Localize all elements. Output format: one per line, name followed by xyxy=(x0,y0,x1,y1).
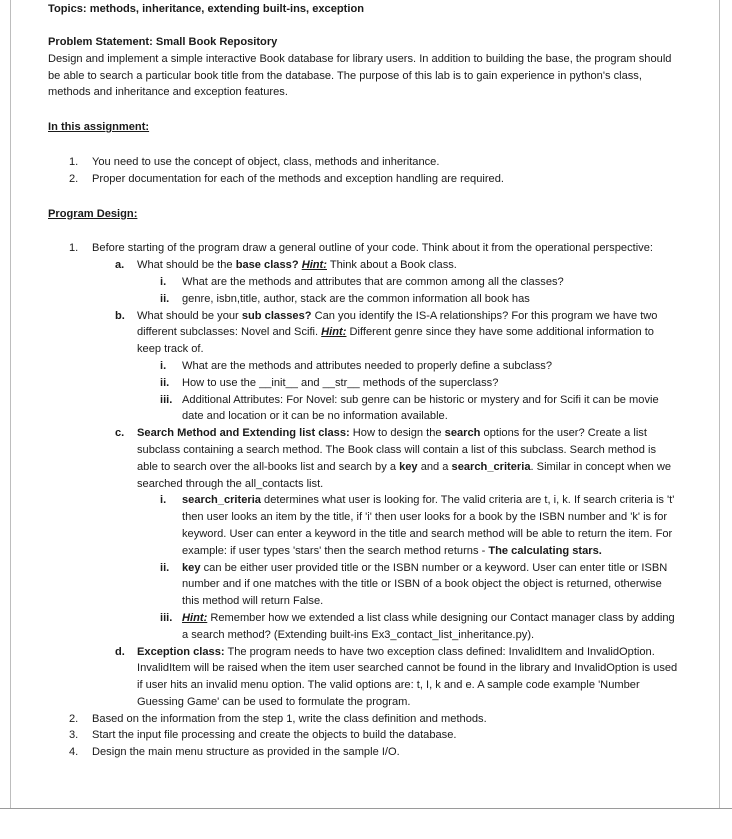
list-item: i. What are the methods and attributes that are common among all the classes? xyxy=(160,275,564,288)
list-item: iii. Additional Attributes: For Novel: sub genre can be historic or mystery and for Scifi it can be movie date and location or it can be no information available. xyxy=(160,393,659,423)
assignment-list xyxy=(48,154,678,188)
list-item: 1. You need to use the concept of object, class, methods and inheritance. xyxy=(69,155,440,168)
list-item: ii. How to use the __init__ and __str__ methods of the superclass? xyxy=(160,376,499,389)
problem-body: Design and implement a simple interactive Book database for library users. In addition to building the base, the program should be able to search a particular book title from the database. The purpose of this lab is to gain experience in python's class, methods and inheritance and exception features. xyxy=(48,52,672,99)
document-page xyxy=(48,0,678,761)
design-heading: Program Design: xyxy=(48,207,138,220)
design-item-c: c. Search Method and Extending list class: How to design the search options for the user? Create a list subclass containing a search method. The Book class will contain a list of this subclass. Search method is able to search over the all-books list and search by a key and a search_criteria. Similar in concept when we searched through the all_contacts list. xyxy=(115,427,672,490)
design-item-d: d. Exception class: The program needs to have two exception class defined: InvalidItem and InvalidOption. InvalidItem will be raised when the item user searched cannot be found in the library and InvalidOption is used if user hits an invalid menu option. The valid options are: t, I, k and e. A sample code example 'Number Guessing Game' can be used to formulate the program. xyxy=(115,645,678,708)
design-step-4: 4. Design the main menu structure as provided in the sample I/O. xyxy=(69,746,400,759)
topics-line: Topics: methods, inheritance, extending built-ins, exception xyxy=(48,3,365,15)
list-item: ii. key can be either user provided title or the ISBN number or a keyword. User can enter title or ISBN number and if one matches with the title or ISBN of a book object the object is returned, otherwise this method will return False. xyxy=(160,561,668,608)
design-step-2: 2. Based on the information from the step 1, write the class definition and methods. xyxy=(69,712,487,725)
list-item: iii. Hint: Remember how we extended a list class while designing our Contact manager class by adding a search method? (Extending built-ins Ex3_contact_list_inheritance.py). xyxy=(160,611,675,641)
problem-title: Problem Statement: Small Book Repository xyxy=(48,36,278,48)
assignment-heading: In this assignment: xyxy=(48,121,150,134)
list-item: i. search_criteria determines what user is looking for. The valid criteria are t, i, k. If search criteria is 't' then user looks an item by the title, if 'i' then user looks for a book by the ISBN number and 'k' is for keyword. User can enter a keyword in the title and search method will be able to return the item. For example: if user types 'stars' then the search method returns - The calculating stars. xyxy=(160,494,675,557)
list-item: ii. genre, isbn,title, author, stack are the common information all book has xyxy=(160,292,530,305)
bottom-rule xyxy=(0,808,732,809)
design-step-1: 1. Before starting of the program draw a general outline of your code. Think about it from the operational perspective: xyxy=(69,242,653,255)
design-item-b: b. What should be your sub classes? Can you identify the IS-A relationships? For this program we have two different subclasses: Novel and Scifi. Hint: Different genre since they have some additional information to keep track of. xyxy=(115,309,658,356)
list-item: i. What are the methods and attributes needed to properly define a subclass? xyxy=(160,359,553,372)
design-item-a: a. What should be the base class? Hint: Think about a Book class. xyxy=(115,259,457,272)
list-item: 2. Proper documentation for each of the methods and exception handling are required. xyxy=(69,172,504,185)
design-step-3: 3. Start the input file processing and create the objects to build the database. xyxy=(69,729,457,742)
right-border xyxy=(719,0,720,808)
left-border xyxy=(10,0,11,808)
